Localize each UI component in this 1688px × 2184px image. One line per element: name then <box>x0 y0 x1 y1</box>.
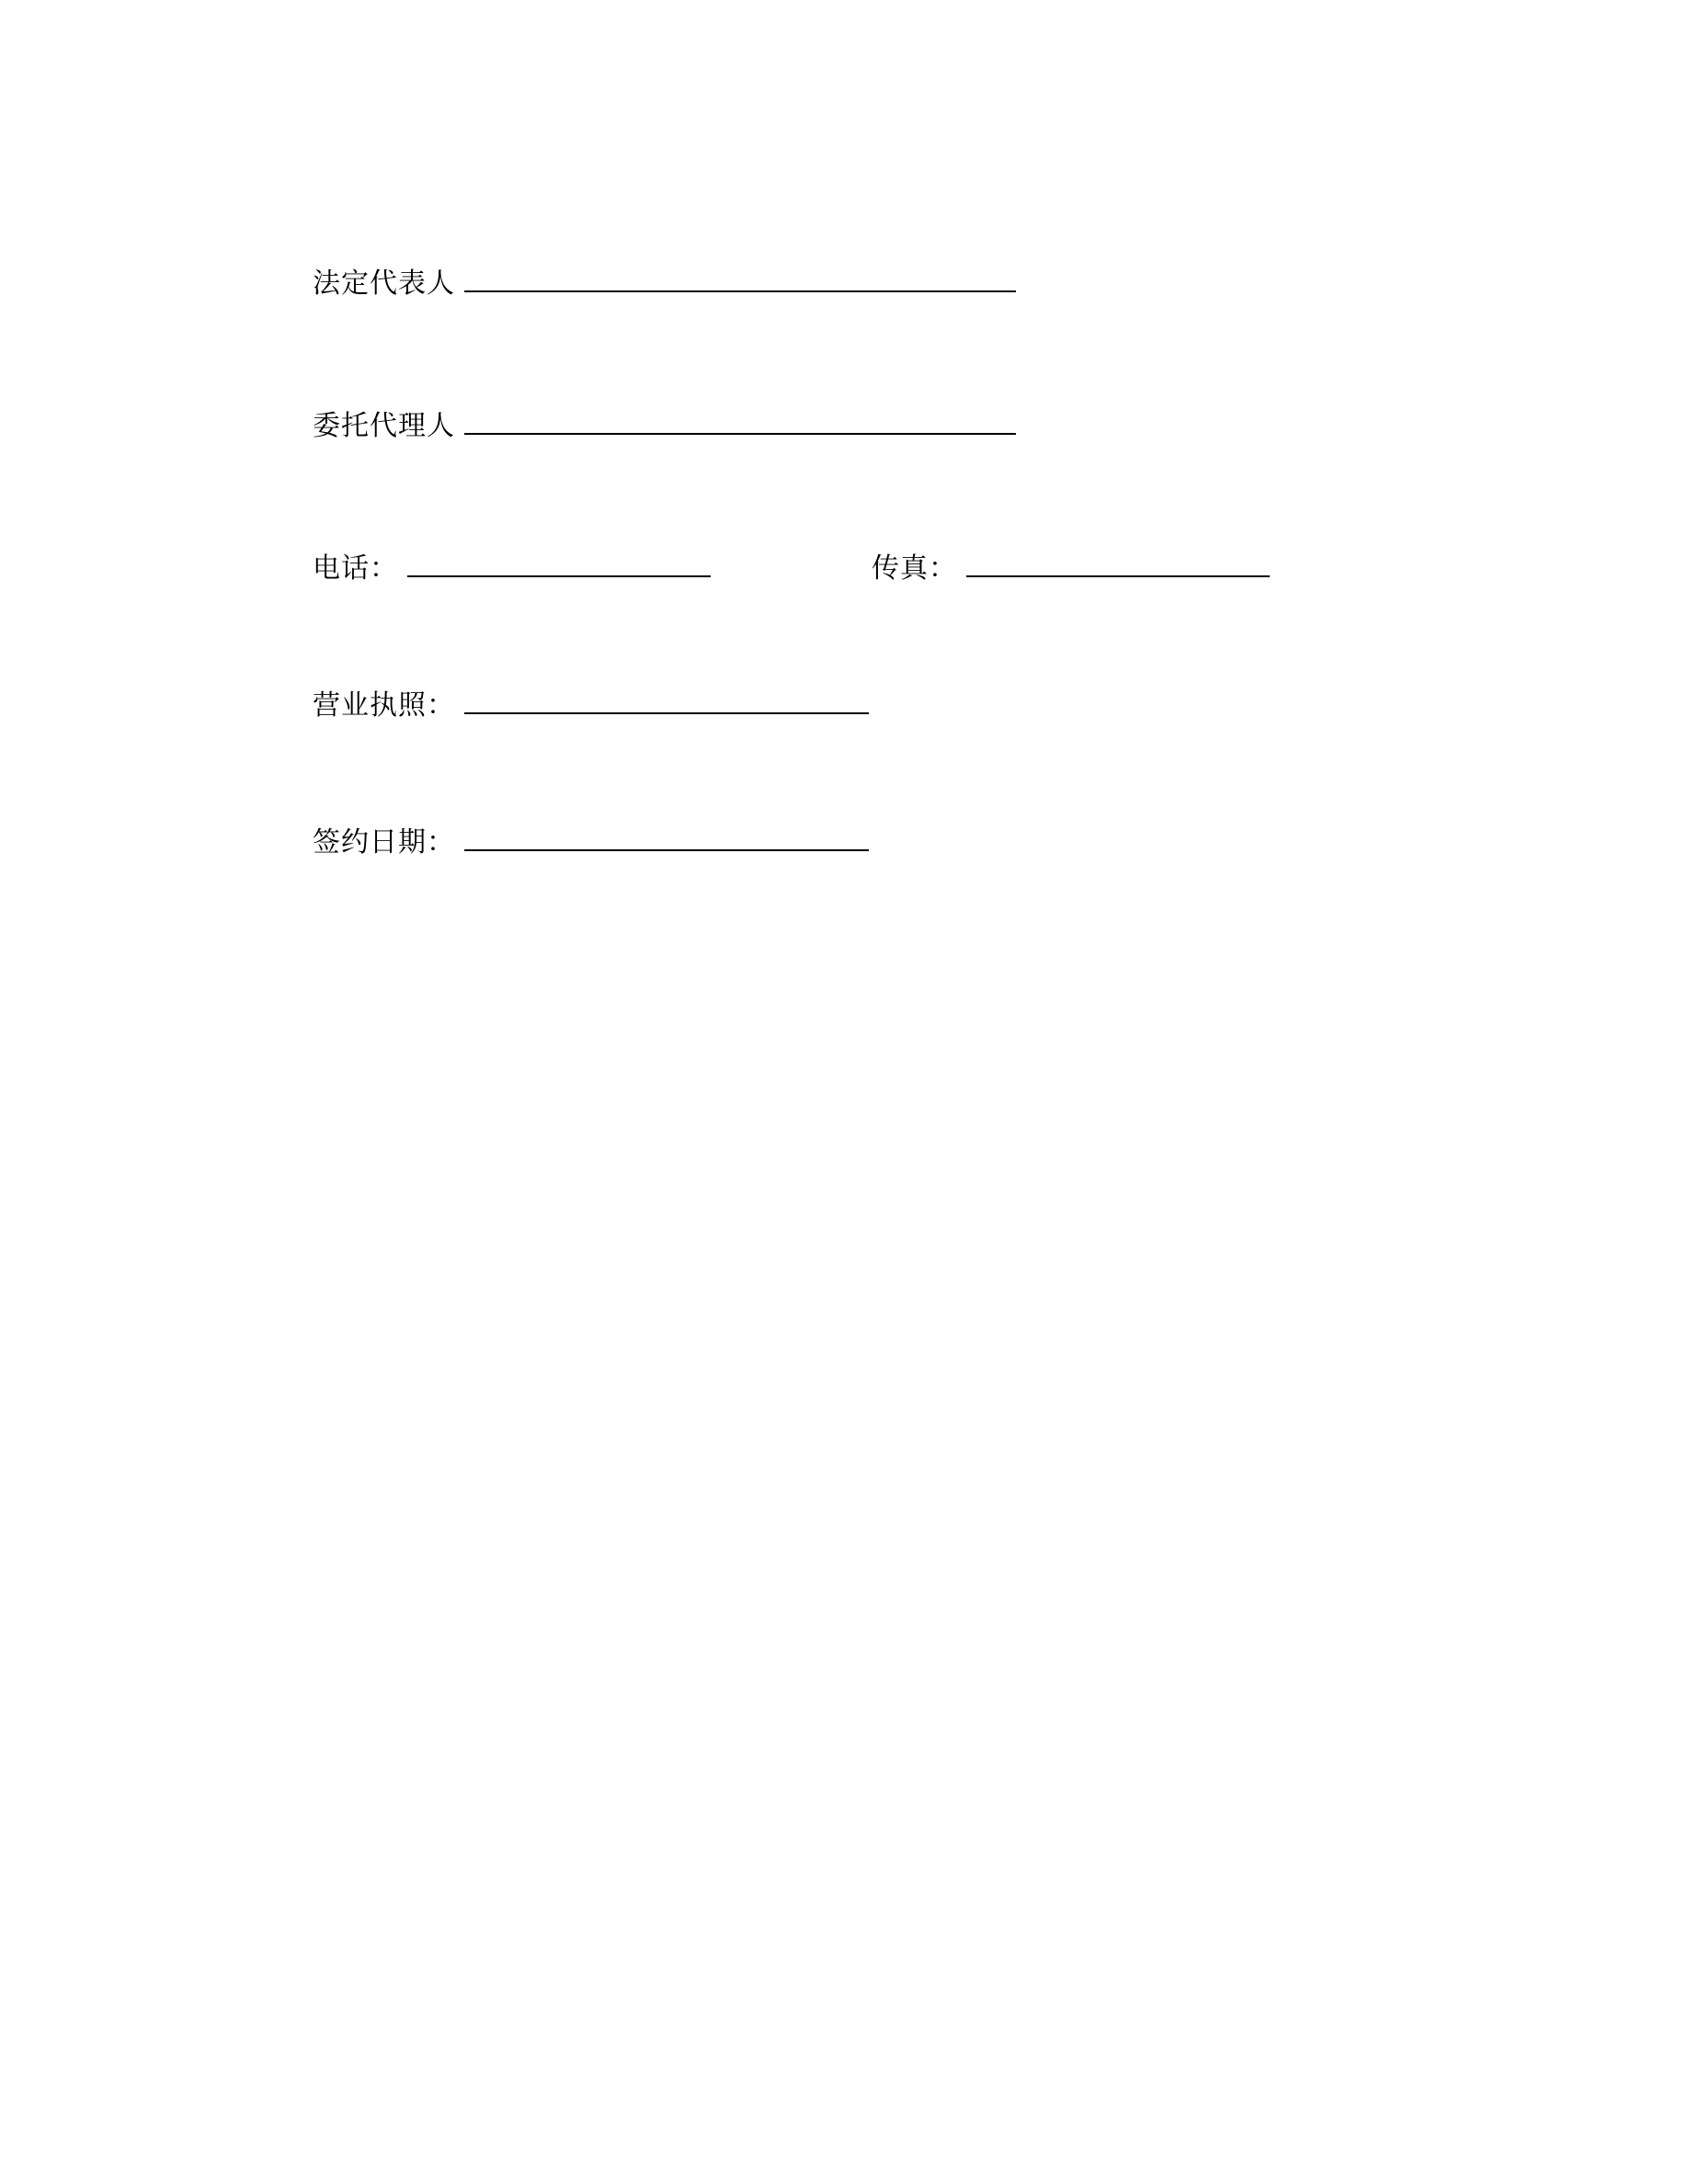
legal-representative-label: 法定代表人 <box>313 268 455 299</box>
spacer <box>313 722 1397 825</box>
signing-date-input[interactable] <box>464 825 869 851</box>
signature-block <box>313 267 1397 859</box>
field-row-signing-date <box>313 825 1397 859</box>
fax-input[interactable] <box>966 552 1270 577</box>
field-row-phone-fax <box>313 552 1397 586</box>
field-row-authorized-agent <box>313 409 1397 443</box>
field-row-business-license <box>313 688 1397 722</box>
legal-representative-input[interactable] <box>464 267 1016 292</box>
fax-label: 传真： <box>872 553 957 584</box>
authorized-agent-input[interactable] <box>464 409 1016 435</box>
spacer <box>313 443 1397 552</box>
business-license-label: 营业执照： <box>313 690 455 721</box>
business-license-input[interactable] <box>464 688 869 714</box>
field-row-legal-representative <box>313 267 1397 301</box>
spacer <box>313 301 1397 409</box>
signing-date-label: 签约日期： <box>313 827 455 858</box>
phone-input[interactable] <box>407 552 711 577</box>
phone-label: 电话： <box>313 553 398 584</box>
spacer <box>313 586 1397 688</box>
authorized-agent-label: 委托代理人 <box>313 411 455 441</box>
